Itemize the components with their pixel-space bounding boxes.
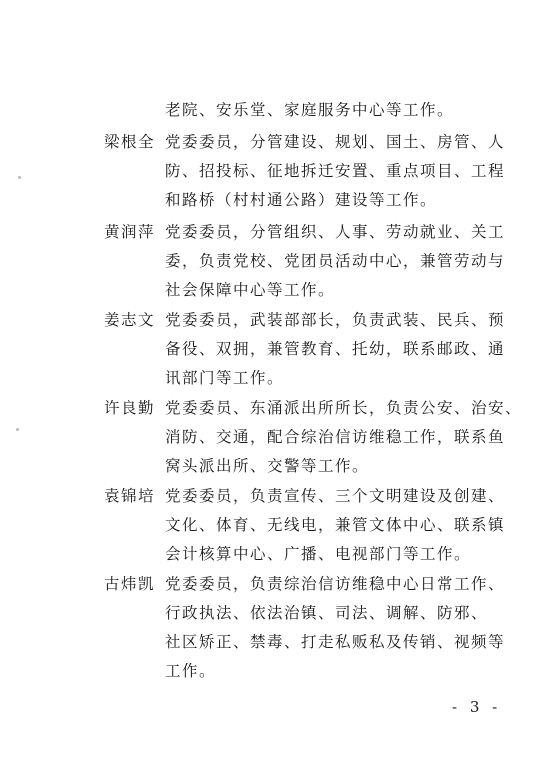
duty-line: 社区矫正、禁毒、打走私贩私及传销、视频等 (165, 633, 506, 651)
duty-line: 和路桥（村村通公路）建设等工作。 (165, 191, 438, 209)
person-name: 黄润萍 (104, 223, 156, 241)
duty-line: 工作。 (165, 662, 217, 680)
duty-line: 社会保障中心等工作。 (165, 281, 336, 299)
duty-line: 党委委员，负责宣传、三个文明建设及创建、 (165, 487, 506, 505)
opening-line: 老院、安乐堂、家庭服务中心等工作。 (165, 101, 455, 119)
duty-line: 党委委员，分管组织、人事、劳动就业、关工 (165, 223, 506, 241)
duty-line: 窝头派出所、交警等工作。 (165, 457, 370, 475)
duty-line: 行政执法、依法治镇、司法、调解、防邪、 (165, 604, 489, 622)
duty-line: 备役、双拥，兼管教育、托幼，联系邮政、通 (165, 340, 506, 358)
person-name: 姜志文 (104, 311, 156, 329)
duty-line: 文化、体育、无线电，兼管文体中心、联系镇 (165, 516, 506, 534)
person-name: 袁锦培 (104, 487, 156, 505)
duty-line: 会计核算中心、广播、电视部门等工作。 (165, 545, 472, 563)
page-number: - 3 - (452, 698, 502, 716)
duty-line: 党委委员，武装部部长，负责武装、民兵、预 (165, 311, 506, 329)
duty-line: 党委委员，分管建设、规划、国土、房管、人 (165, 133, 506, 151)
duty-line: 党委委员，负责综治信访维稳中心日常工作、 (165, 575, 506, 593)
scan-speck (16, 428, 19, 431)
scan-speck (18, 176, 21, 179)
duty-line: 防、招投标、征地拆迁安置、重点项目、工程 (165, 162, 506, 180)
duty-line: 讯部门等工作。 (165, 369, 285, 387)
person-name: 许良勤 (104, 399, 156, 417)
duty-line: 委，负责党校、党团员活动中心，兼管劳动与 (165, 252, 506, 270)
duty-line: 党委委员、东涌派出所所长，负责公安、治安、 (165, 399, 523, 417)
person-name: 古炜凯 (104, 575, 156, 593)
person-name: 梁根全 (104, 133, 156, 151)
duty-line: 消防、交通，配合综治信访维稳工作，联系鱼 (165, 428, 506, 446)
